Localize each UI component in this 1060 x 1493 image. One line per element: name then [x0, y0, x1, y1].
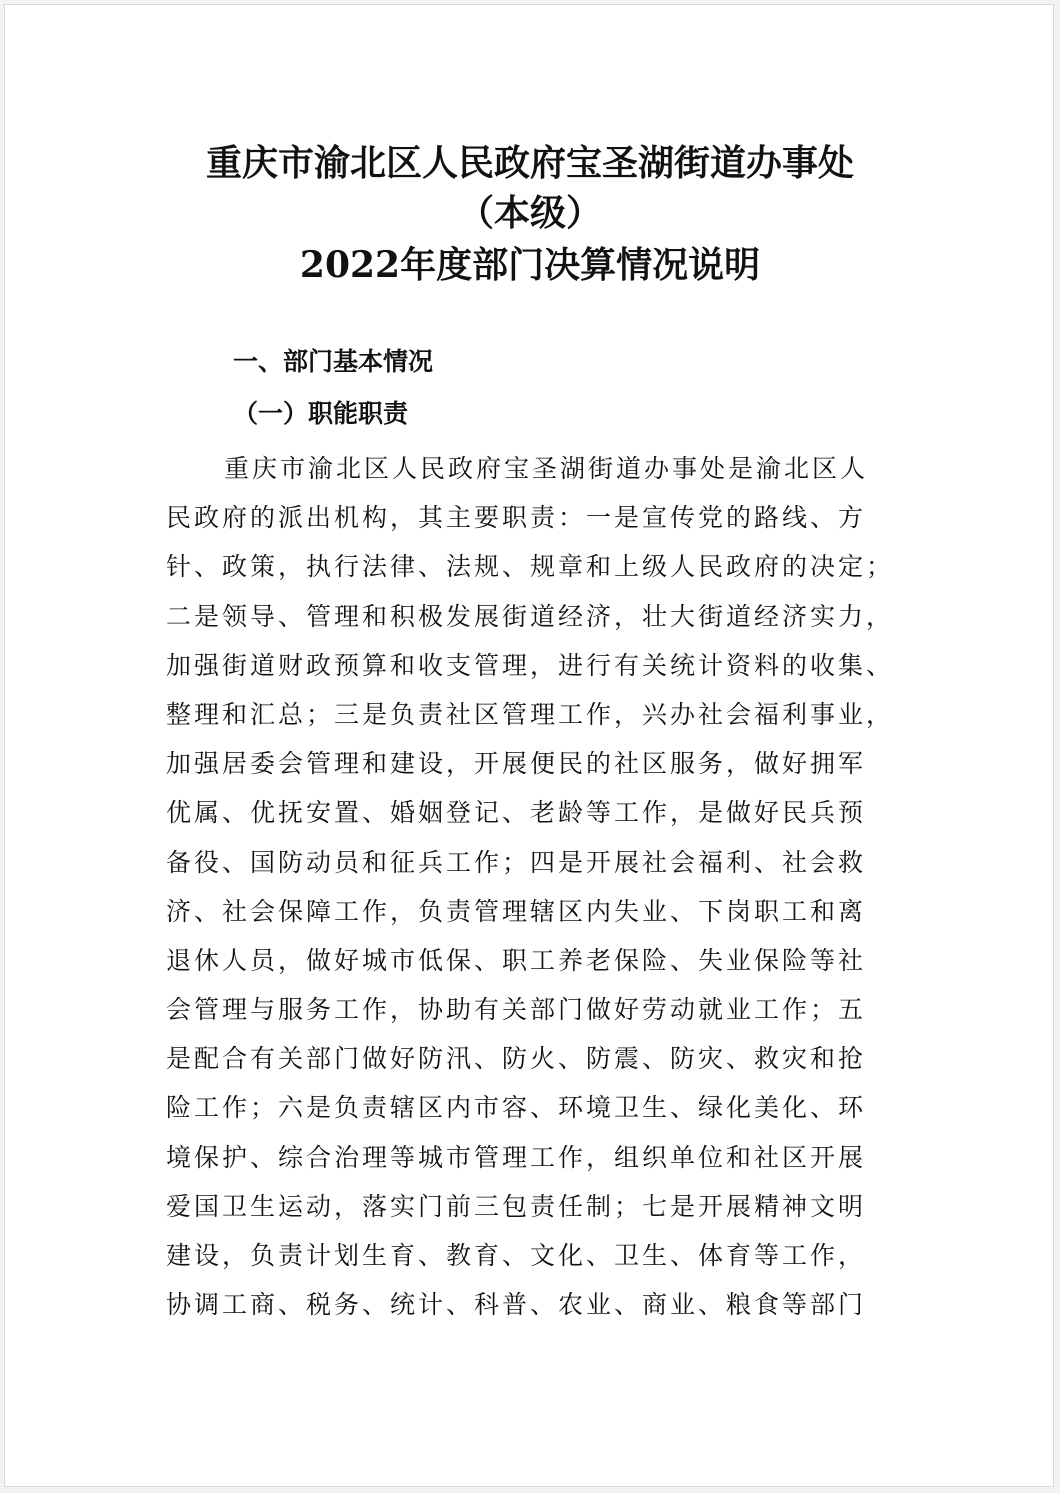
body-line: 退休人员，做好城市低保、职工养老保险、失业保险等社: [166, 945, 867, 975]
body-line: 备役、国防动员和征兵工作；四是开展社会福利、社会救: [166, 847, 867, 877]
body-line: 整理和汇总；三是负责社区管理工作，兴办社会福利事业，: [166, 699, 895, 729]
document-title-line-1: 重庆市渝北区人民政府宝圣湖街道办事处: [205, 142, 854, 184]
body-line: 是配合有关部门做好防汛、防火、防震、防灾、救灾和抢: [166, 1044, 867, 1074]
body-line: 加强街道财政预算和收支管理，进行有关统计资料的收集、: [166, 650, 895, 680]
body-line: 济、社会保障工作，负责管理辖区内失业、下岗职工和离: [166, 896, 867, 926]
body-line: 建设，负责计划生育、教育、文化、卫生、体育等工作，: [166, 1241, 867, 1270]
body-line: 重庆市渝北区人民政府宝圣湖街道办事处是渝北区人: [224, 454, 869, 483]
document-title-line-3: 2022年度部门决算情况说明: [299, 244, 761, 286]
document-page: [4, 4, 1054, 1487]
subsection-heading: （一）职能职责: [233, 399, 409, 428]
body-line: 协调工商、税务、统计、科普、农业、商业、粮食等部门: [166, 1290, 867, 1320]
body-line: 优属、优抚安置、婚姻登记、老龄等工作，是做好民兵预: [166, 798, 867, 828]
body-line: 爱国卫生运动，落实门前三包责任制；七是开展精神文明: [166, 1191, 867, 1221]
body-line: 二是领导、管理和积极发展街道经济，壮大街道经济实力，: [166, 601, 895, 631]
body-line: 针、政策，执行法律、法规、规章和上级人民政府的决定；: [166, 552, 895, 582]
body-line: 境保护、综合治理等城市管理工作，组织单位和社区开展: [166, 1142, 867, 1172]
body-line: 民政府的派出机构，其主要职责：一是宣传党的路线、方: [166, 503, 867, 533]
section-heading: 一、部门基本情况: [233, 347, 434, 376]
document-title-line-2: （本级）: [457, 192, 602, 234]
body-line: 加强居委会管理和建设，开展便民的社区服务，做好拥军: [166, 749, 867, 779]
body-line: 险工作；六是负责辖区内市容、环境卫生、绿化美化、环: [166, 1093, 867, 1123]
body-line: 会管理与服务工作，协助有关部门做好劳动就业工作；五: [166, 995, 867, 1025]
body-paragraph: [166, 444, 926, 1329]
